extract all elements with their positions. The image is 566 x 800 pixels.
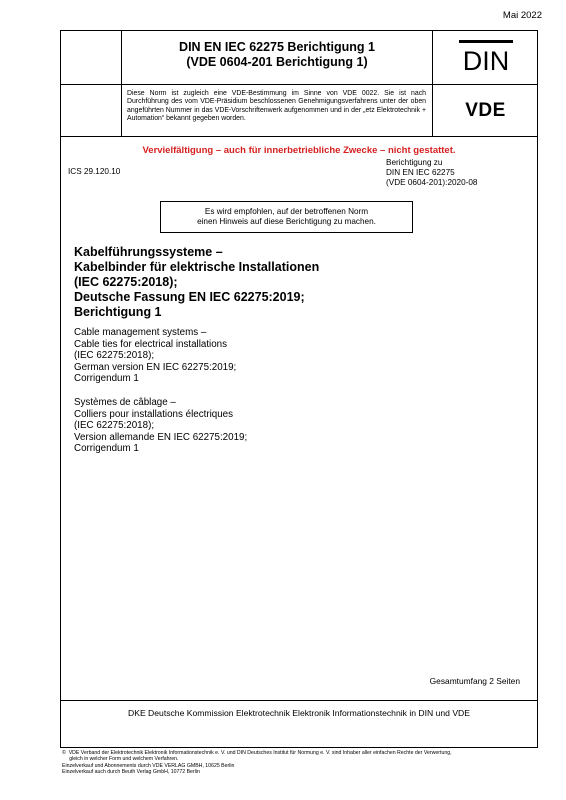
english-title-line: German version EN IEC 62275:2019; (74, 361, 237, 373)
ics-code: ICS 29.120.10 (68, 167, 121, 176)
title-line-1: DIN EN IEC 62275 Berichtigung 1 (179, 40, 375, 54)
title-line-2: (VDE 0604-201 Berichtigung 1) (186, 55, 368, 69)
recommendation-line-1: Es wird empfohlen, auf der betroffenen Norm (204, 207, 369, 216)
english-title-line: Cable ties for electrical installations (74, 338, 228, 350)
dke-credit: DKE Deutsche Kommission Elektrotechnik Elektronik Informationstechnik in DIN und VDE (128, 708, 470, 718)
english-title-line: Corrigendum 1 (74, 373, 139, 385)
din-logo-text: DIN (462, 46, 509, 75)
reference-line-1: Berichtigung zu (386, 158, 443, 167)
footer-line: Einzelverkauf und Abonnements durch VDE VERLAG GMBH, 10625 Berlin (62, 762, 235, 769)
french-title-line: Corrigendum 1 (74, 443, 139, 455)
german-title-line: (IEC 62275:2018); (74, 275, 178, 289)
footer-line: Einzelverkauf auch durch Beuth Verlag GmbH, 10772 Berlin (62, 768, 200, 775)
publication-date: Mai 2022 (502, 10, 542, 21)
english-title-line: Cable management systems – (74, 327, 207, 338)
footer-line: © VDE Verband der Elektrotechnik Elektronik Informationstechnik e. V. und DIN Deutsches Institut für Normung e. V. sind Inhaber aller einfachen Rechte der Verwertung, (62, 750, 452, 756)
german-title-line: Berichtigung 1 (74, 305, 162, 319)
copyright-footer (62, 750, 542, 775)
din-logo-graphic (458, 39, 514, 75)
french-title-line: Colliers pour installations électriques (74, 408, 234, 420)
page-frame (60, 30, 538, 748)
german-title-line: Kabelbinder für elektrische Installationen (74, 260, 320, 274)
recommendation-line-2: einen Hinweis auf diese Berichtigung zu machen. (197, 217, 376, 226)
german-title (74, 245, 514, 320)
din-logo (433, 30, 538, 84)
french-title-line: (IEC 62275:2018); (74, 420, 155, 432)
reference-line-3: (VDE 0604-201):2020-08 (386, 178, 478, 187)
reference-line-2: DIN EN IEC 62275 (386, 168, 455, 177)
header-divider-bottom (60, 136, 538, 137)
english-title-line: (IEC 62275:2018); (74, 350, 155, 362)
footer-line: gleich in welcher Form und welchem Verfahren. (62, 756, 179, 763)
dke-divider (60, 700, 538, 701)
english-title (74, 327, 514, 385)
document-title (122, 40, 432, 70)
total-pages: Gesamtumfang 2 Seiten (429, 676, 520, 686)
vde-notice: Diese Norm ist zugleich eine VDE-Bestimmung im Sinne von VDE 0022. Sie ist nach Durchführung des vom VDE-Präsidium beschlossenen Genehmigungsverfahrens unter der oben angeführten Nummer in das VDE-Vorschriftenwerk aufgenommen und in der „etz Elektrotechnik + Automation“ bekannt gegeben worden. (127, 90, 426, 123)
corrigendum-reference (386, 158, 478, 188)
french-title-line: Systèmes de câblage – (74, 397, 176, 408)
recommendation-box (160, 201, 413, 233)
french-title-line: Version allemande EN IEC 62275:2019; (74, 431, 248, 443)
german-title-line: Deutsche Fassung EN IEC 62275:2019; (74, 290, 305, 304)
french-title (74, 397, 514, 455)
vde-logo: VDE (465, 99, 506, 121)
reproduction-notice: Vervielfältigung – auch für innerbetriebliche Zwecke – nicht gestattet. (142, 145, 456, 156)
german-title-line: Kabelführungssysteme – (74, 245, 223, 259)
